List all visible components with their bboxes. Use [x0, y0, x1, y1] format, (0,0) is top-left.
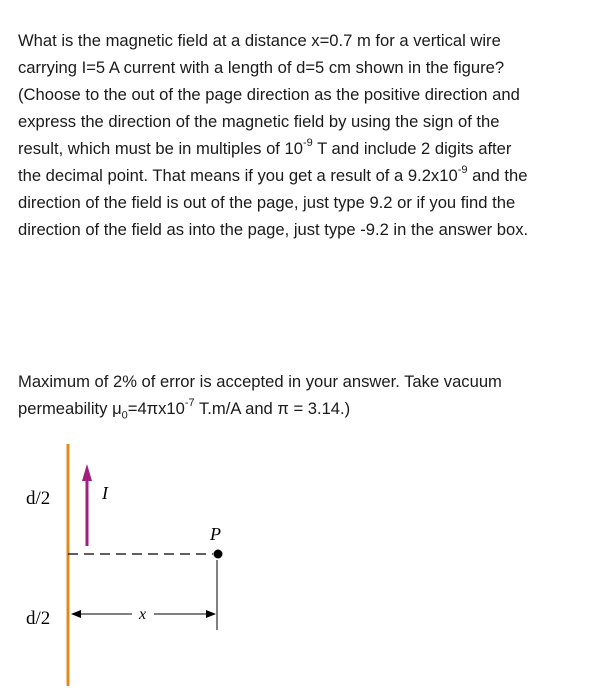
- question-line: and the: [467, 166, 528, 185]
- note-line: permeability μ: [18, 399, 122, 418]
- question-line: result, which must be in multiples of 10: [18, 139, 303, 158]
- question-line: What is the magnetic field at a distance x=0.7 m for a vertical wire: [18, 31, 501, 50]
- note-line: Maximum of 2% of error is accepted in your answer. Take vacuum: [18, 372, 502, 391]
- label-d2-top: d/2: [26, 488, 51, 509]
- question-line: (Choose to the out of the page direction as the positive direction and: [18, 85, 520, 104]
- current-arrow-head: [82, 464, 92, 481]
- label-d2-bottom: d/2: [26, 608, 51, 629]
- exponent: -7: [184, 397, 195, 410]
- question-line: T and include 2 digits after: [312, 139, 512, 158]
- label-point: P: [210, 524, 221, 544]
- question-paragraph: [18, 27, 584, 243]
- note-line: =4πx10: [127, 399, 185, 418]
- question-line: direction of the field is out of the page, just type 9.2 or if you find the: [18, 193, 516, 212]
- exponent: -9: [457, 164, 468, 177]
- exponent: -9: [303, 137, 313, 150]
- label-x: x: [139, 606, 147, 623]
- wire-figure: [0, 436, 592, 695]
- label-current: I: [102, 483, 108, 503]
- error-note-paragraph: [18, 368, 584, 422]
- point-p: [214, 550, 223, 559]
- question-line: carrying I=5 A current with a length of d=5 cm shown in the figure?: [18, 58, 505, 77]
- subscript: 0: [121, 409, 128, 422]
- question-line: direction of the field as into the page, just type -9.2 in the answer box.: [18, 220, 529, 239]
- question-line: the decimal point. That means if you get a result of a 9.2x10: [18, 166, 458, 185]
- note-line: T.m/A and π = 3.14.): [194, 399, 351, 418]
- question-line: express the direction of the magnetic field by using the sign of the: [18, 112, 500, 131]
